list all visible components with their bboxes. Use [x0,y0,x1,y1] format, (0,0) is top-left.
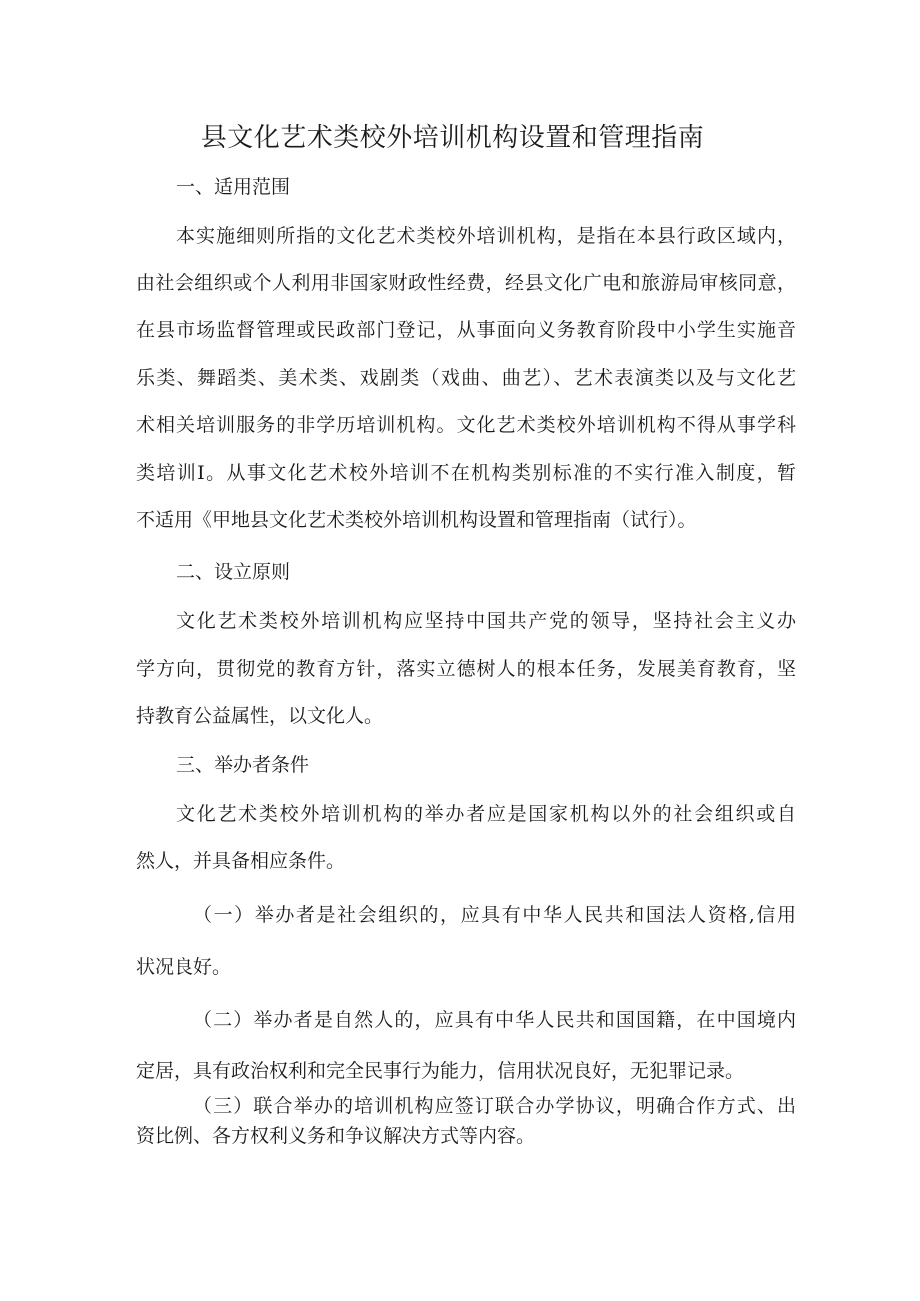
paragraph-line: 学方向，贯彻党的教育方针，落实立德树人的根本任务，发展美育教育，坚 [136,658,796,680]
section-heading-scope: 一、适用范围 [176,176,291,198]
list-item-line: 状况良好。 [136,956,232,978]
paragraph-line: 在县市场监督管理或民政部门登记，从事面向义务教育阶段中小学生实施音 [136,319,796,341]
section-heading-conditions: 三、举办者条件 [176,754,310,776]
list-item-line: 定居，具有政治权利和完全民事行为能力，信用状况良好，无犯罪记录。 [136,1060,745,1082]
list-item-line: （二）举办者是自然人的，应具有中华人民共和国国籍，在中国境内 [193,1009,796,1031]
paragraph-line: 由社会组织或个人利用非国家财政性经费，经县文化广电和旅游局审核同意， [136,272,796,294]
paragraph-line: 文化艺术类校外培训机构应坚持中国共产党的领导，坚持社会主义办 [176,610,796,632]
section-heading-principles: 二、设立原则 [176,561,291,583]
paragraph-line: 乐类、舞蹈类、美术类、戏剧类（戏曲、曲艺）、艺术表演类以及与文化艺 [136,367,796,389]
list-item-line: 资比例、各方权利义务和争议解决方式等内容。 [136,1125,536,1147]
list-item-line: （三）联合举办的培训机构应签订联合办学协议，明确合作方式、出 [193,1095,796,1117]
paragraph-line: 不适用《甲地县文化艺术类校外培训机构设置和管理指南（试行）。 [136,509,697,531]
document-title: 县文化艺术类校外培训机构设置和管理指南 [200,123,705,153]
paragraph-line: 术相关培训服务的非学历培训机构。文化艺术类校外培训机构不得从事学科 [136,414,796,436]
list-item-line: （一）举办者是社会组织的，应具有中华人民共和国法人资格,信用 [193,904,796,926]
paragraph-line: 然人，并具备相应条件。 [136,850,346,872]
paragraph-line: 持教育公益属性，以文化人。 [136,705,384,727]
paragraph-line: 类培训Ⅰ。从事文化艺术校外培训不在机构类别标准的不实行准入制度，暂 [136,462,796,484]
paragraph-line: 本实施细则所指的文化艺术类校外培训机构，是指在本县行政区域内， [176,225,796,247]
paragraph-line: 文化艺术类校外培训机构的举办者应是国家机构以外的社会组织或自 [176,803,796,825]
